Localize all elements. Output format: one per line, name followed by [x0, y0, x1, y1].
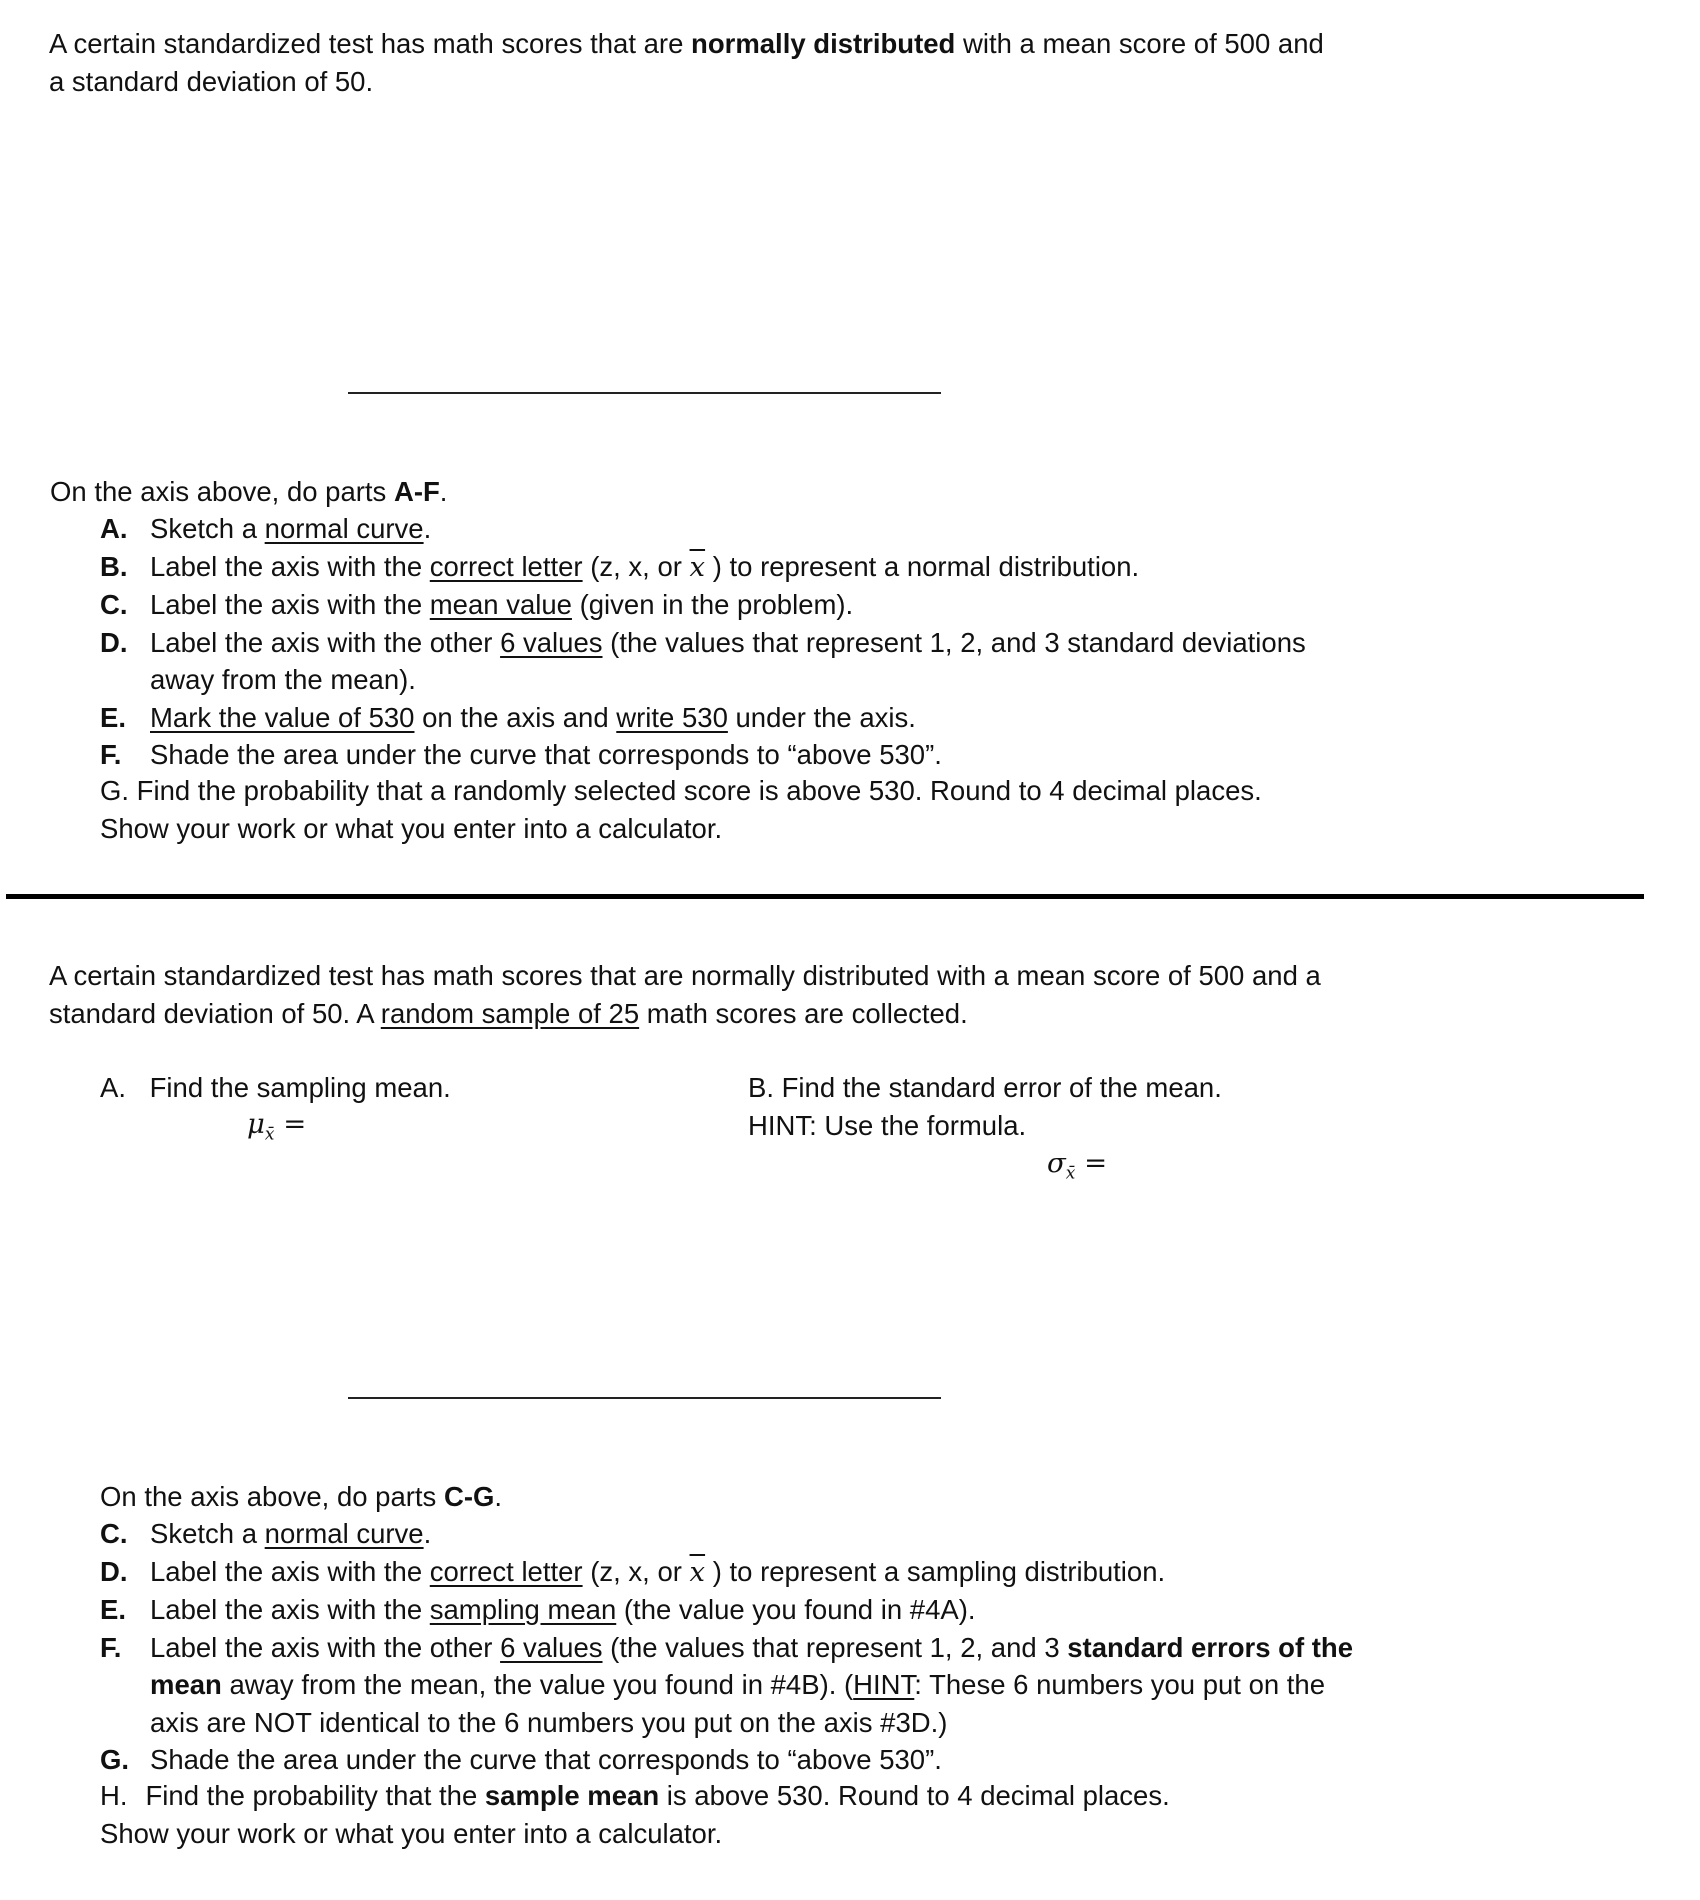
- problem3-item-b: B. Label the axis with the correct letter (z, x, or $\overline{x}$ ) to represent a normal distribution.: [100, 550, 1140, 583]
- problem3-item-a: A. Sketch a normal curve.: [100, 513, 432, 544]
- problem3-item-c: C. Label the axis with the mean value (given in the problem).: [100, 589, 854, 620]
- problem3-intro-line2: a standard deviation of 50.: [49, 65, 374, 97]
- problem3-item-f: F. Shade the area under the curve that corresponds to “above 530”.: [100, 739, 942, 770]
- problem4-intro: [49, 957, 1449, 1032]
- problem4-item-g: G. Shade the area under the curve that corresponds to “above 530”.: [100, 1744, 942, 1775]
- problem4-item-c: C. Sketch a normal curve.: [100, 1518, 432, 1549]
- sampling-mean-formula: $\mu_{x̄}$ =: [247, 1108, 307, 1145]
- x-bar-symbol: $\overline{x}$: [689, 1555, 706, 1588]
- x-bar-symbol: $\overline{x}$: [689, 550, 706, 583]
- problem4-part-b: B. Find the standard error of the mean. HINT: Use the formula.: [748, 1072, 1222, 1141]
- problem3-intro: [49, 25, 1449, 100]
- standard-error-formula: $\sigma_{x̄}$ =: [1047, 1147, 1108, 1184]
- problem4-item-h: H. Find the probability that the sample mean is above 530. Round to 4 decimal places.: [100, 1780, 1170, 1811]
- problem4-axis-line: [348, 1397, 941, 1399]
- problem4-parts-header: On the axis above, do parts C-G.: [100, 1481, 503, 1512]
- problem4-parts-list: [100, 1515, 1353, 1779]
- problem3-axis-line: [348, 392, 941, 394]
- normally-distributed-bold: normally distributed: [691, 28, 956, 59]
- problem3-parts-list: [100, 510, 1306, 774]
- problem3-show-work: Show your work or what you enter into a calculator.: [100, 813, 723, 844]
- problem4-show-work: Show your work or what you enter into a calculator.: [100, 1818, 723, 1849]
- problem3-parts-header: On the axis above, do parts A-F.: [50, 476, 448, 507]
- problem3-item-e: E. Mark the value of 530 on the axis and write 530 under the axis.: [100, 701, 916, 733]
- problem4-item-f: F. Label the axis with the other 6 values (the values that represent 1, 2, and 3 standard errors of the mean away from the mean, the value you found in #4B). (HINT: These 6 numbers you put on the axis are NOT identical to the 6 numbers you put on the axis #3D.): [100, 1631, 1354, 1738]
- problem3-item-g: G. Find the probability that a randomly selected score is above 530. Round to 4 decimal places.: [100, 775, 1262, 806]
- problem4-item-d: D. Label the axis with the correct letter (z, x, or $\overline{x}$ ) to represent a sampling distribution.: [100, 1555, 1166, 1588]
- problem3-intro-line1: A certain standardized test has math scores that are normally distributed with a mean score of 500 and: [49, 28, 1324, 59]
- problem4-item-e: E. Label the axis with the sampling mean (the value you found in #4A).: [100, 1594, 976, 1625]
- problem4-intro-line2: standard deviation of 50. A random sample of 25 math scores are collected.: [49, 997, 968, 1029]
- section-divider: [6, 894, 1644, 899]
- problem3-item-d: D. Label the axis with the other 6 values (the values that represent 1, 2, and 3 standard deviations away from the mean).: [100, 626, 1306, 695]
- problem4-part-a: A. Find the sampling mean.: [100, 1072, 451, 1103]
- problem4-intro-line1: A certain standardized test has math scores that are normally distributed with a mean score of 500 and a: [49, 960, 1321, 991]
